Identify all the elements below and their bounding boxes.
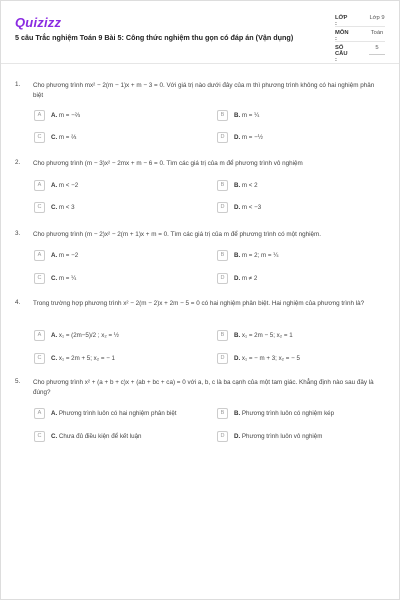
option-letter: D xyxy=(217,431,228,442)
option-key: A. xyxy=(51,410,58,417)
class-value: Lớp 9 xyxy=(369,15,385,21)
option-text: m < 2 xyxy=(241,182,258,189)
option-b[interactable] xyxy=(217,110,259,120)
option-letter: C xyxy=(34,202,45,213)
option-c[interactable] xyxy=(34,431,142,441)
option-key: C. xyxy=(51,134,58,141)
option-c[interactable] xyxy=(34,132,76,142)
question-number: 3. xyxy=(15,230,21,237)
option-key: D. xyxy=(234,134,241,141)
option-a[interactable] xyxy=(34,110,80,120)
option-letter: A xyxy=(34,408,45,419)
option-c[interactable] xyxy=(34,202,75,212)
meta-divider xyxy=(335,26,385,27)
option-text: x₁ = 2m + 5; x₂ = − 1 xyxy=(58,355,116,362)
option-letter: A xyxy=(34,250,45,261)
option-text: m = 2; m = ¼ xyxy=(241,252,279,259)
option-text: m < 3 xyxy=(58,204,75,211)
option-letter: C xyxy=(34,431,45,442)
subject-value: Toán xyxy=(370,30,384,36)
option-key: C. xyxy=(51,433,58,440)
option-letter: B xyxy=(217,180,228,191)
document-title: 5 câu Trắc nghiệm Toán 9 Bài 5: Công thức nghiệm thu gọn có đáp án (Vận dụng) xyxy=(15,33,294,42)
class-label: LỚP : xyxy=(335,15,348,27)
option-key: C. xyxy=(51,204,58,211)
option-letter: C xyxy=(34,132,45,143)
option-key: A. xyxy=(51,182,58,189)
option-text: Phương trình luôn có hai nghiệm phân biệt xyxy=(58,410,177,417)
option-key: C. xyxy=(51,355,58,362)
option-b[interactable] xyxy=(217,408,334,418)
question-number: 5. xyxy=(15,378,21,385)
option-d[interactable] xyxy=(217,132,263,142)
option-text: Phương trình luôn vô nghiệm xyxy=(241,433,323,440)
option-letter: B xyxy=(217,330,228,341)
option-key: A. xyxy=(51,112,58,119)
quizizz-logo: Quizizz xyxy=(15,15,62,30)
option-text: m = ¼ xyxy=(241,112,260,119)
option-letter: B xyxy=(217,408,228,419)
option-letter: C xyxy=(34,353,45,364)
option-text: m < −3 xyxy=(241,204,262,211)
option-text: m < −2 xyxy=(58,182,79,189)
question-stem: Cho phương trình x² + (a + b + c)x + (ab + bc + ca) = 0 với a, b, c là ba cạnh của một tam giác. Khẳng định nào sau đây là đúng? xyxy=(33,379,374,396)
option-c[interactable] xyxy=(34,353,115,363)
option-d[interactable] xyxy=(217,202,261,212)
option-key: C. xyxy=(51,275,58,282)
option-text: m = ⅔ xyxy=(58,134,77,141)
option-letter: D xyxy=(217,202,228,213)
option-text: x₁ = (2m−5)/2 ; x₂ = ½ xyxy=(58,332,119,339)
option-text: m = −2 xyxy=(58,252,79,259)
option-text: m = ¼ xyxy=(58,275,77,282)
option-a[interactable] xyxy=(34,330,119,340)
option-letter: A xyxy=(34,330,45,341)
count-label: SỐ CÂU : xyxy=(335,45,348,63)
option-text: m ≠ 2 xyxy=(241,275,258,282)
option-b[interactable] xyxy=(217,180,258,190)
option-a[interactable] xyxy=(34,180,78,190)
option-a[interactable] xyxy=(34,250,78,260)
subject-label: MÔN : xyxy=(335,30,349,42)
option-a[interactable] xyxy=(34,408,177,418)
option-key: D. xyxy=(234,433,241,440)
option-key: B. xyxy=(234,182,241,189)
header-divider xyxy=(1,63,399,64)
option-text: Chưa đủ điều kiện để kết luận xyxy=(58,433,142,440)
option-key: D. xyxy=(234,355,241,362)
option-letter: B xyxy=(217,110,228,121)
option-letter: D xyxy=(217,353,228,364)
option-letter: D xyxy=(217,132,228,143)
option-d[interactable] xyxy=(217,273,257,283)
question-stem: Cho phương trình mx² − 2(m − 1)x + m − 3 = 0. Với giá trị nào dưới đây của m thì phương trình không có hai nghiệm phân biệt xyxy=(33,82,375,99)
question-stem: Cho phương trình (m − 3)x² − 2mx + m − 6 = 0. Tìm các giá trị của m để phương trình vô nghiệm xyxy=(33,160,303,167)
option-b[interactable] xyxy=(217,330,293,340)
question-stem: Trong trường hợp phương trình x² − 2(m − 2)x + 2m − 5 = 0 có hai nghiệm phân biệt. Hai nghiệm của phương trình là? xyxy=(33,300,365,307)
option-text: x₁ = 2m − 5; x₂ = 1 xyxy=(241,332,293,339)
question-number: 1. xyxy=(15,81,21,88)
option-letter: A xyxy=(34,180,45,191)
option-text: x₁ = − m + 3; x₂ = − 5 xyxy=(241,355,300,362)
option-key: B. xyxy=(234,410,241,417)
meta-divider xyxy=(335,41,385,42)
question-number: 4. xyxy=(15,299,21,306)
option-key: B. xyxy=(234,112,241,119)
option-letter: D xyxy=(217,273,228,284)
option-key: A. xyxy=(51,252,58,259)
option-d[interactable] xyxy=(217,353,300,363)
option-text: Phương trình luôn có nghiệm kép xyxy=(241,410,335,417)
option-letter: C xyxy=(34,273,45,284)
count-value: 5 xyxy=(369,45,385,55)
option-key: B. xyxy=(234,252,241,259)
option-text: m = −⅔ xyxy=(58,112,80,119)
option-key: B. xyxy=(234,332,241,339)
option-key: D. xyxy=(234,204,241,211)
option-b[interactable] xyxy=(217,250,278,260)
option-letter: B xyxy=(217,250,228,261)
option-d[interactable] xyxy=(217,431,322,441)
option-letter: A xyxy=(34,110,45,121)
option-key: A. xyxy=(51,332,58,339)
question-number: 2. xyxy=(15,159,21,166)
option-c[interactable] xyxy=(34,273,76,283)
option-text: m = −½ xyxy=(241,134,263,141)
option-key: D. xyxy=(234,275,241,282)
question-stem: Cho phương trình (m − 2)x² − 2(m + 1)x + m = 0. Tìm các giá trị của m để phương trình có một nghiệm. xyxy=(33,231,321,238)
